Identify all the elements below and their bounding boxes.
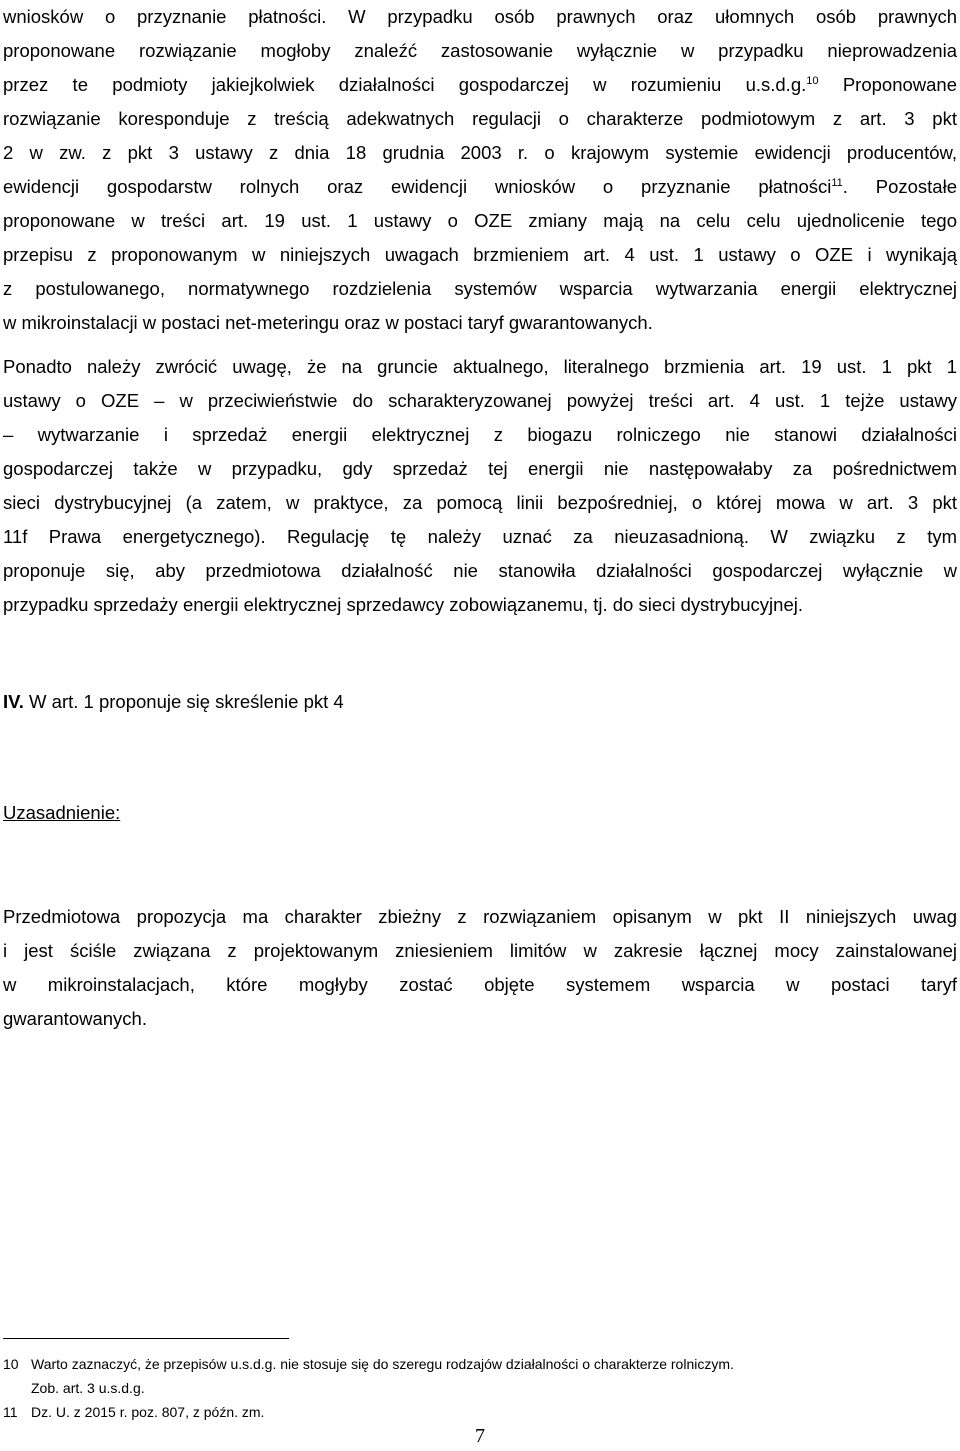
page-number: 7 bbox=[475, 1425, 485, 1447]
footnote-line: Warto zaznaczyć, że przepisów u.s.d.g. nie stosuje się do szeregu rodzajów działalności o charakterze rolniczym. bbox=[31, 1356, 734, 1372]
section-text: W art. 1 proponuje się skreślenie pkt 4 bbox=[23, 691, 344, 712]
text-line: Przedmiotowa propozycja ma charakter zbieżny z rozwiązaniem opisanym w pkt II niniejszych uwag bbox=[3, 906, 957, 927]
footnote-text: Dz. U. z 2015 r. poz. 807, z późn. zm. bbox=[31, 1404, 265, 1420]
section-number: IV. bbox=[3, 691, 24, 712]
text-line: przepisu z proponowanym w niniejszych uwagach brzmieniem art. 4 ust. 1 ustawy o OZE i wynikają bbox=[3, 244, 957, 265]
text-line: wniosków o przyznanie płatności. W przypadku osób prawnych oraz ułomnych osób prawnych bbox=[3, 6, 957, 27]
footnote-number: 10 bbox=[3, 1356, 19, 1372]
footnote-10 bbox=[3, 1352, 957, 1400]
text-segment: ewidencji gospodarstw rolnych oraz ewidencji wniosków o przyznanie płatności bbox=[3, 176, 832, 197]
footnotes bbox=[3, 1352, 957, 1424]
text-segment: Proponowane bbox=[818, 74, 957, 95]
text-line: i jest ściśle związana z projektowanym zniesieniem limitów w zakresie łącznej mocy zainstalowanej bbox=[3, 940, 957, 961]
footnote-11 bbox=[3, 1400, 957, 1424]
uzasadnienie-heading: Uzasadnienie: bbox=[3, 802, 121, 823]
paragraph-przedmiotowa bbox=[3, 900, 957, 1036]
text-line: ustawy o OZE – w przeciwieństwie do scharakteryzowanej powyżej treści art. 4 ust. 1 tejże ustawy bbox=[3, 390, 957, 411]
footnote-separator bbox=[3, 1338, 289, 1339]
paragraph-ponadto bbox=[3, 350, 957, 622]
text-line: gospodarczej także w przypadku, gdy sprzedaż tej energii nie następowałaby za pośrednictwem bbox=[3, 458, 957, 479]
text-line: proponuje się, aby przedmiotowa działalność nie stanowiła działalności gospodarczej wyłącznie w bbox=[3, 560, 957, 581]
section-iv-heading bbox=[3, 685, 344, 719]
text-line-with-footnote bbox=[3, 170, 957, 204]
text-line: przypadku sprzedaży energii elektrycznej sprzedawcy zobowiązanemu, tj. do sieci dystrybucyjnej. bbox=[3, 594, 803, 615]
text-line: proponowane rozwiązanie mogłoby znaleźć zastosowanie wyłącznie w przypadku nieprowadzenia bbox=[3, 40, 957, 61]
text-line: w mikroinstalacjach, które mogłyby zostać objęte systemem wsparcia w postaci taryf bbox=[3, 974, 957, 995]
text-line: rozwiązanie koresponduje z treścią adekwatnych regulacji o charakterze podmiotowym z art. 3 pkt bbox=[3, 108, 957, 129]
text-segment: . Pozostałe bbox=[842, 176, 958, 197]
footnote-ref-10[interactable]: 10 bbox=[806, 74, 819, 87]
footnote-number: 11 bbox=[3, 1404, 18, 1420]
text-line: z postulowanego, normatywnego rozdzielenia systemów wsparcia wytwarzania energii elektrycznej bbox=[3, 278, 957, 299]
text-line: – wytwarzanie i sprzedaż energii elektrycznej z biogazu rolniczego nie stanowi działalności bbox=[3, 424, 957, 445]
text-line: w mikroinstalacji w postaci net-meteringu oraz w postaci taryf gwarantowanych. bbox=[3, 312, 653, 333]
text-line: sieci dystrybucyjnej (a zatem, w praktyce, za pomocą linii bezpośredniej, o której mowa w art. 3 pkt bbox=[3, 492, 957, 513]
text-line: gwarantowanych. bbox=[3, 1008, 147, 1029]
text-line: 2 w zw. z pkt 3 ustawy z dnia 18 grudnia 2003 r. o krajowym systemie ewidencji producentów, bbox=[3, 142, 957, 163]
text-line-with-footnote bbox=[3, 68, 957, 102]
text-line: 11f Prawa energetycznego). Regulację tę należy uznać za nieuzasadnioną. W związku z tym bbox=[3, 526, 957, 547]
footnote-line: Zob. art. 3 u.s.d.g. bbox=[31, 1380, 145, 1396]
text-line: Ponadto należy zwrócić uwagę, że na gruncie aktualnego, literalnego brzmienia art. 19 ust. 1 pkt 1 bbox=[3, 356, 957, 377]
paragraph-top bbox=[3, 0, 957, 340]
text-segment: przez te podmioty jakiejkolwiek działalności gospodarczej w rozumieniu u.s.d.g. bbox=[3, 74, 807, 95]
text-line: proponowane w treści art. 19 ust. 1 ustawy o OZE zmiany mają na celu celu ujednolicenie tego bbox=[3, 210, 957, 231]
footnote-ref-11[interactable]: 11 bbox=[831, 176, 843, 189]
footnote-text bbox=[31, 1352, 957, 1400]
